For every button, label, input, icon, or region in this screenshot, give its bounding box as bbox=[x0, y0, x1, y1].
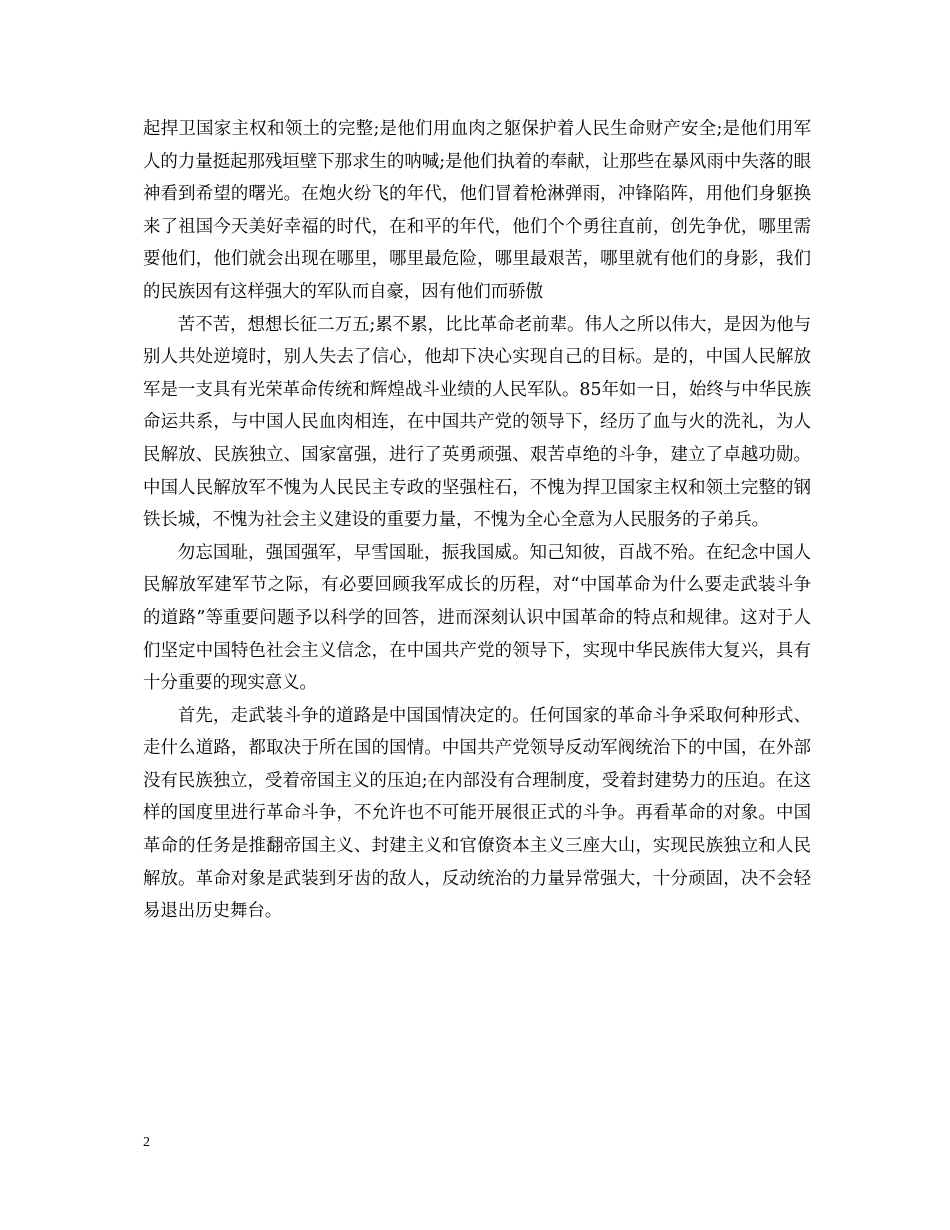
document-body bbox=[143, 113, 811, 928]
paragraph-1: 起捍卫国家主权和领土的完整;是他们用血肉之躯保护着人民生命财产安全;是他们用军人的力量挺起那残垣壁下那求生的呐喊;是他们执着的奉献，让那些在暴风雨中失落的眼神看到希望的曙光。在炮火纷飞的年代，他们冒着枪淋弹雨，冲锋陷阵，用他们身躯换来了祖国今天美好幸福的时代，在和平的年代，他们个个勇往直前，创先争优，哪里需要他们，他们就会出现在哪里，哪里最危险，哪里最艰苦，哪里就有他们的身影，我们的民族因有这样强大的军队而自豪，因有他们而骄傲 bbox=[143, 119, 811, 302]
paragraph-3: 勿忘国耻，强国强军，早雪国耻，振我国威。知己知彼，百战不殆。在纪念中国人民解放军建军节之际，有必要回顾我军成长的历程，对“中国革命为什么要走武装斗争的道路”等重要问题予以科学的回答，进而深刻认识中国革命的特点和规律。这对于人们坚定中国特色社会主义信念，在中国共产党的领导下，实现中华民族伟大复兴，具有十分重要的现实意义。 bbox=[143, 542, 811, 694]
paragraph-4: 首先，走武装斗争的道路是中国国情决定的。任何国家的革命斗争采取何种形式、走什么道路，都取决于所在国的国情。中国共产党领导反动军阀统治下的中国，在外部没有民族独立，受着帝国主义的压迫;在内部没有合理制度，受着封建势力的压迫。在这样的国度里进行革命斗争，不允许也不可能开展很正式的斗争。再看革命的对象。中国革命的任务是推翻帝国主义、封建主义和官僚资本主义三座大山，实现民族独立和人民解放。革命对象是武装到牙齿的敌人，反动统治的力量异常强大，十分顽固，决不会轻易退出历史舞台。 bbox=[143, 705, 811, 922]
paragraph-2: 苦不苦，想想长征二万五;累不累，比比革命老前辈。伟人之所以伟大，是因为他与别人共处逆境时，别人失去了信心，他却下决心实现自己的目标。是的，中国人民解放军是一支具有光荣革命传统和辉煌战斗业绩的人民军队。85年如一日，始终与中华民族命运共系，与中国人民血肉相连，在中国共产党的领导下，经历了血与火的洗礼，为人民解放、民族独立、国家富强，进行了英勇顽强、艰苦卓绝的斗争，建立了卓越功勋。中国人民解放军不愧为人民民主专政的坚强柱石，不愧为捍卫国家主权和领土完整的钢铁长城，不愧为社会主义建设的重要力量，不愧为全心全意为人民服务的子弟兵。 bbox=[143, 314, 811, 531]
page-number: 2 bbox=[143, 1135, 150, 1150]
